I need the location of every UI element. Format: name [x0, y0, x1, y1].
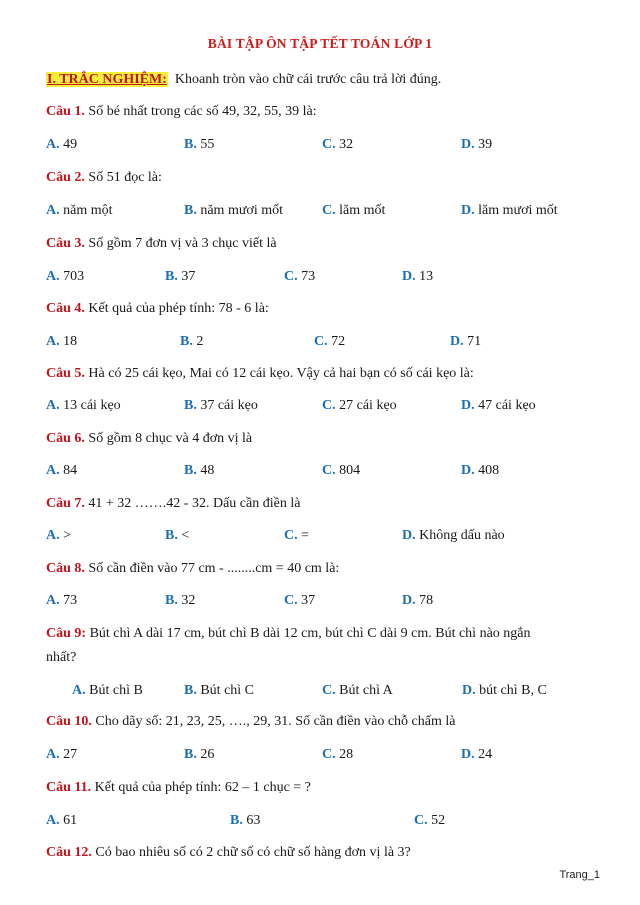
question-number: Câu 11. — [46, 780, 92, 795]
option-letter: A. — [46, 398, 60, 413]
option-letter: B. — [165, 528, 178, 543]
answer-option[interactable] — [461, 747, 492, 763]
option-letter: C. — [414, 813, 428, 828]
option-text: 804 — [339, 463, 361, 478]
answer-option[interactable] — [184, 683, 254, 699]
option-text: 49 — [63, 137, 78, 152]
answer-option[interactable] — [46, 463, 77, 479]
question-number: Câu 5. — [46, 366, 85, 381]
answer-option[interactable] — [461, 463, 499, 479]
option-text: 78 — [419, 593, 434, 608]
option-letter: A. — [46, 528, 60, 543]
answer-option[interactable] — [322, 463, 360, 479]
option-text: Bút chì A — [339, 683, 393, 698]
option-letter: C. — [322, 137, 336, 152]
answer-option[interactable] — [46, 203, 113, 219]
option-text: 37 — [181, 269, 196, 284]
option-text: 47 cái kẹo — [478, 398, 536, 413]
option-text: = — [301, 528, 310, 543]
option-text: 37 — [301, 593, 316, 608]
option-letter: D. — [461, 137, 475, 152]
option-text: 27 cái kẹo — [339, 398, 397, 413]
option-letter: A. — [46, 747, 60, 762]
option-letter: D. — [461, 203, 475, 218]
option-letter: B. — [184, 398, 197, 413]
question-line — [46, 431, 252, 447]
option-letter: D. — [402, 528, 416, 543]
answer-option[interactable] — [184, 398, 258, 414]
question-number: Câu 1. — [46, 104, 85, 119]
answer-option[interactable] — [46, 593, 77, 609]
option-text: 28 — [339, 747, 354, 762]
option-text: Bút chì C — [200, 683, 255, 698]
question-number: Câu 10. — [46, 714, 92, 729]
question-line — [46, 496, 300, 512]
option-letter: C. — [284, 269, 298, 284]
option-letter: D. — [450, 334, 464, 349]
option-letter: D. — [461, 463, 475, 478]
option-text: 703 — [63, 269, 85, 284]
answer-option[interactable] — [72, 683, 143, 699]
option-text: 71 — [467, 334, 482, 349]
question-text: Số gồm 8 chục và 4 đơn vị là — [88, 431, 253, 446]
option-letter: A. — [72, 683, 86, 698]
option-text: 32 — [339, 137, 354, 152]
question-line-continued: nhất? — [46, 650, 77, 665]
answer-options — [0, 683, 640, 701]
answer-options — [0, 269, 640, 287]
option-letter: C. — [314, 334, 328, 349]
option-letter: B. — [184, 463, 197, 478]
question-number: Câu 12. — [46, 845, 92, 860]
answer-option[interactable] — [46, 528, 71, 544]
answer-option[interactable] — [462, 683, 547, 699]
option-letter: D. — [402, 593, 416, 608]
option-letter: A. — [46, 463, 60, 478]
option-text: 39 — [478, 137, 493, 152]
option-text: Không dấu nào — [419, 528, 505, 543]
question-line — [46, 845, 411, 861]
question-text: Số cần điền vào 77 cm - ........cm = 40 cm là: — [88, 561, 340, 576]
option-text: 73 — [301, 269, 316, 284]
option-text: 84 — [63, 463, 78, 478]
question-number: Câu 2. — [46, 170, 85, 185]
answer-option[interactable] — [46, 137, 77, 153]
answer-option[interactable] — [461, 203, 558, 219]
option-letter: C. — [322, 747, 336, 762]
answer-option[interactable] — [461, 398, 536, 414]
option-text: 61 — [63, 813, 78, 828]
answer-options — [0, 203, 640, 221]
option-letter: C. — [284, 593, 298, 608]
answer-options — [0, 813, 640, 831]
question-line — [46, 561, 339, 577]
option-text: lăm mốt — [339, 203, 386, 218]
answer-options — [0, 528, 640, 546]
question-line — [46, 626, 531, 642]
answer-option[interactable] — [184, 137, 214, 153]
option-letter: B. — [165, 269, 178, 284]
question-text: Cho dãy số: 21, 23, 25, …., 29, 31. Số cần điền vào chỗ chấm là — [95, 714, 456, 729]
answer-option[interactable] — [180, 334, 203, 350]
question-number: Câu 7. — [46, 496, 85, 511]
answer-option[interactable] — [322, 398, 397, 414]
option-letter: C. — [322, 463, 336, 478]
option-text: > — [63, 528, 72, 543]
answer-option[interactable] — [184, 203, 283, 219]
answer-options — [0, 334, 640, 352]
answer-option[interactable] — [402, 593, 433, 609]
answer-option[interactable] — [402, 269, 433, 285]
answer-option[interactable] — [314, 334, 345, 350]
answer-option[interactable] — [414, 813, 445, 829]
option-letter: C. — [322, 398, 336, 413]
answer-option[interactable] — [184, 463, 214, 479]
option-letter: B. — [165, 593, 178, 608]
question-number: Câu 9: — [46, 626, 87, 641]
answer-option[interactable] — [450, 334, 481, 350]
question-number: Câu 3. — [46, 236, 85, 251]
option-text: 48 — [200, 463, 215, 478]
question-text: Số bé nhất trong các số 49, 32, 55, 39 là: — [88, 104, 317, 119]
section-label: I. TRẮC NGHIỆM: — [47, 72, 167, 87]
answer-option[interactable] — [402, 528, 505, 544]
answer-options — [0, 593, 640, 611]
option-text: 32 — [181, 593, 196, 608]
option-letter: B. — [180, 334, 193, 349]
question-text: Số 51 đọc là: — [88, 170, 162, 185]
answer-options — [0, 137, 640, 155]
question-line — [46, 366, 474, 382]
option-letter: A. — [46, 593, 60, 608]
question-number: Câu 8. — [46, 561, 85, 576]
option-text: 26 — [200, 747, 215, 762]
section-instruction: Khoanh tròn vào chữ cái trước câu trả lời đúng. — [174, 72, 442, 87]
question-line — [46, 236, 277, 252]
option-text: 27 — [63, 747, 78, 762]
answer-options — [0, 398, 640, 416]
option-text: 72 — [331, 334, 346, 349]
answer-options — [0, 463, 640, 481]
question-number: Câu 4. — [46, 301, 85, 316]
answer-option[interactable] — [284, 593, 315, 609]
page-number: Trang_1 — [559, 869, 600, 881]
answer-option[interactable] — [230, 813, 260, 829]
option-letter: B. — [184, 683, 197, 698]
question-text: Kết quả của phép tính: 78 - 6 là: — [88, 301, 269, 316]
option-letter: A. — [46, 269, 60, 284]
option-text: năm một — [63, 203, 113, 218]
answer-option[interactable] — [46, 334, 77, 350]
answer-options — [0, 747, 640, 765]
option-letter: C. — [322, 203, 336, 218]
answer-option[interactable] — [165, 528, 189, 544]
option-text: Bút chì B — [89, 683, 143, 698]
option-text: 73 — [63, 593, 78, 608]
option-letter: A. — [46, 137, 60, 152]
question-text: Kết quả của phép tính: 62 – 1 chục = ? — [94, 780, 311, 795]
option-letter: D. — [461, 398, 475, 413]
question-line — [46, 780, 311, 796]
option-text: 13 cái kẹo — [63, 398, 121, 413]
option-letter: D. — [461, 747, 475, 762]
answer-option[interactable] — [46, 269, 84, 285]
option-text: 55 — [200, 137, 215, 152]
option-letter: B. — [184, 747, 197, 762]
option-text: lăm mươi mốt — [478, 203, 558, 218]
option-letter: C. — [284, 528, 298, 543]
page-title: BÀI TẬP ÔN TẬP TẾT TOÁN LỚP 1 — [207, 36, 433, 51]
answer-option[interactable] — [461, 137, 492, 153]
option-letter: D. — [462, 683, 476, 698]
answer-option[interactable] — [322, 683, 393, 699]
option-text: 63 — [246, 813, 261, 828]
option-letter: B. — [184, 137, 197, 152]
option-text: 408 — [478, 463, 500, 478]
option-letter: C. — [322, 683, 336, 698]
option-text: < — [181, 528, 190, 543]
option-letter: B. — [230, 813, 243, 828]
answer-option[interactable] — [322, 203, 385, 219]
question-line — [46, 301, 269, 317]
option-text: bút chì B, C — [479, 683, 547, 698]
option-letter: B. — [184, 203, 197, 218]
question-text: 41 + 32 …….42 - 32. Dấu cần điền là — [88, 496, 301, 511]
answer-option[interactable] — [46, 747, 77, 763]
answer-option[interactable] — [284, 269, 315, 285]
question-line — [46, 714, 455, 730]
answer-option[interactable] — [165, 269, 195, 285]
question-text: Số gồm 7 đơn vị và 3 chục viết là — [88, 236, 277, 251]
section-heading — [46, 72, 441, 88]
option-text: 52 — [431, 813, 446, 828]
option-letter: D. — [402, 269, 416, 284]
answer-option[interactable] — [184, 747, 214, 763]
answer-option[interactable] — [46, 813, 77, 829]
question-line — [46, 170, 162, 186]
answer-option[interactable] — [165, 593, 195, 609]
answer-option[interactable] — [322, 137, 353, 153]
option-text: 18 — [63, 334, 78, 349]
option-letter: A. — [46, 334, 60, 349]
question-text: Bút chì A dài 17 cm, bút chì B dài 12 cm, bút chì C dài 9 cm. Bút chì nào ngắn — [89, 626, 531, 641]
answer-option[interactable] — [284, 528, 309, 544]
option-text: năm mươi mốt — [200, 203, 283, 218]
option-text: 24 — [478, 747, 493, 762]
option-letter: A. — [46, 203, 60, 218]
question-text: Có bao nhiêu số có 2 chữ số có chữ số hàng đơn vị là 3? — [95, 845, 411, 860]
option-text: 37 cái kẹo — [200, 398, 258, 413]
question-line — [46, 104, 317, 120]
question-number: Câu 6. — [46, 431, 85, 446]
question-text: Hà có 25 cái kẹo, Mai có 12 cái kẹo. Vậy cả hai bạn có số cái kẹo là: — [88, 366, 474, 381]
option-text: 13 — [419, 269, 434, 284]
option-text: 2 — [196, 334, 204, 349]
answer-option[interactable] — [322, 747, 353, 763]
option-letter: A. — [46, 813, 60, 828]
answer-option[interactable] — [46, 398, 121, 414]
